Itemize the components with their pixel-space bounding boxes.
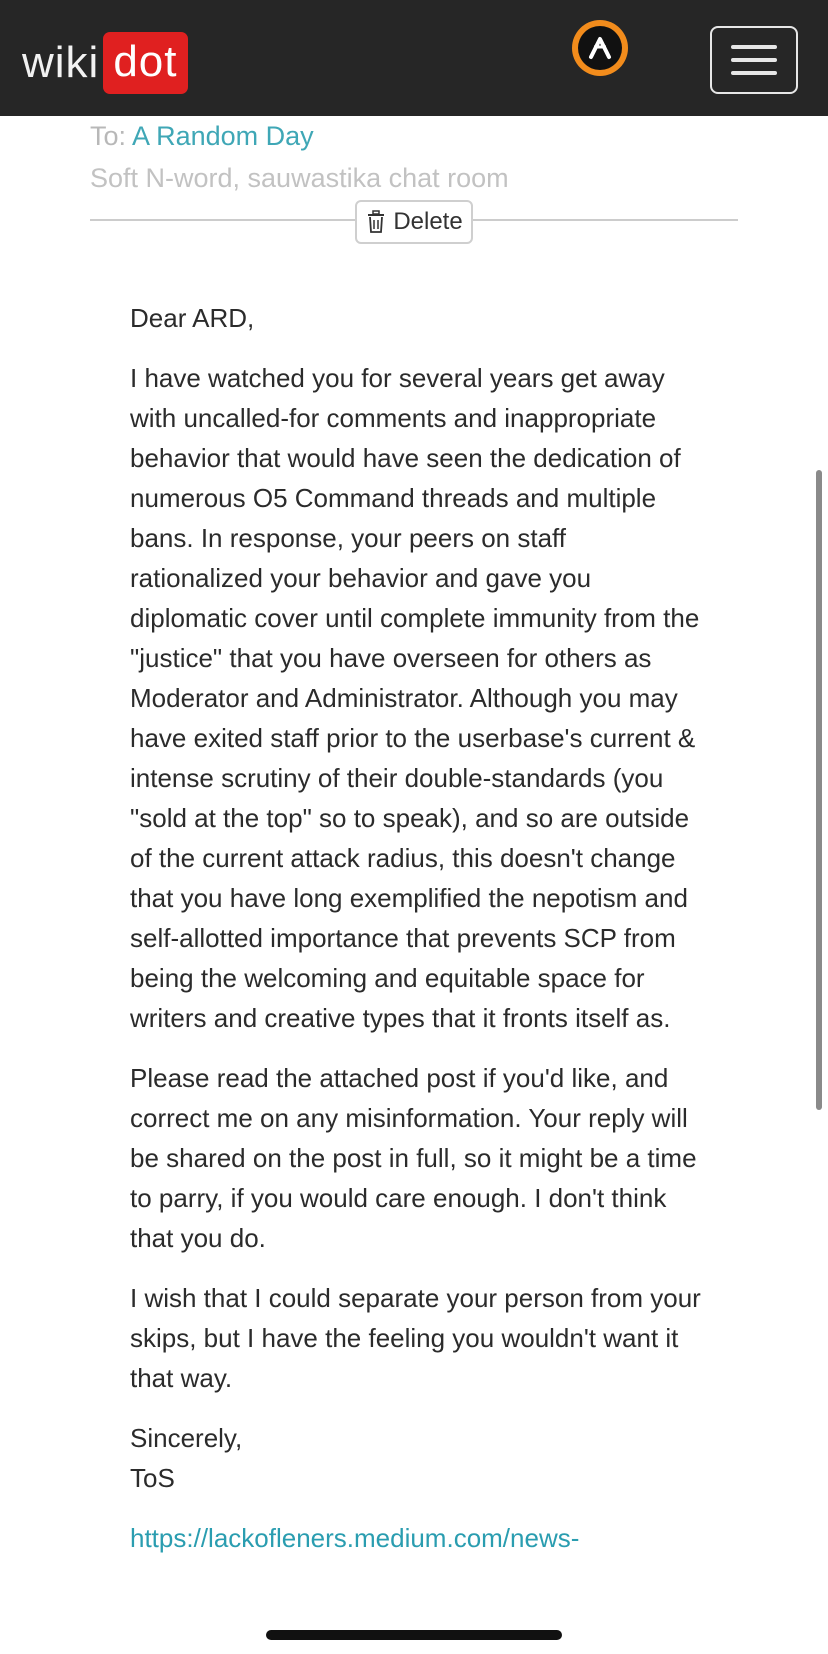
logo-text-dot: dot [103, 32, 187, 94]
top-navigation-bar [0, 0, 828, 116]
message-subject: Soft N-word, sauwastika chat room [90, 163, 509, 193]
hamburger-menu-icon [731, 45, 777, 49]
delete-label: Delete [393, 208, 463, 235]
to-label: To: [90, 121, 127, 151]
to-line [90, 118, 740, 158]
trash-icon [365, 210, 387, 234]
page-scrollbar[interactable] [816, 470, 822, 1110]
message-divider [90, 200, 738, 244]
delete-button[interactable] [355, 200, 473, 244]
home-indicator[interactable] [266, 1630, 562, 1640]
avatar-inner [578, 26, 622, 70]
message-body [130, 298, 706, 1558]
avatar-glyph-icon [582, 30, 618, 66]
message-paragraph: I have watched you for several years get away with uncalled-for comments and inappropriate behavior that would have seen the dedication of numerous O5 Command threads and multiple bans. In response, your peers on staff rationalized your behavior and gave you diplomatic cover until complete immunity from the "justice" that you have overseen for others as Moderator and Administrator. Although you may have exited staff prior to the userbase's current & intense scrutiny of their double-standards (you "sold at the top" so to speak), and so are outside of the current attack radius, this doesn't change that you have long exemplified the nepotism and self-allotted importance that prevents SCP from being the welcoming and equitable space for writers and creative types that it fronts itself as. [130, 363, 700, 1033]
message-meta [90, 118, 740, 198]
hamburger-menu-button[interactable] [710, 26, 798, 94]
logo-text-wiki: wiki [22, 38, 100, 87]
recipient-link[interactable]: A Random Day [132, 121, 314, 151]
attached-post-link[interactable]: https://lackofleners.medium.com/news- [130, 1523, 580, 1553]
message-paragraph: Please read the attached post if you'd like, and correct me on any misinformation. Your reply will be shared on the post in full, so it might be a time to parry, if you would care enough. I don't think that you do. [130, 1063, 697, 1253]
message-paragraph: I wish that I could separate your person from your skips, but I have the feeling you wouldn't want it that way. [130, 1283, 701, 1393]
wikidot-logo[interactable] [22, 32, 188, 94]
user-avatar-icon[interactable] [572, 20, 628, 76]
closing: Sincerely, [130, 1423, 243, 1453]
greeting: Dear ARD, [130, 303, 255, 333]
signature: ToS [130, 1463, 175, 1493]
